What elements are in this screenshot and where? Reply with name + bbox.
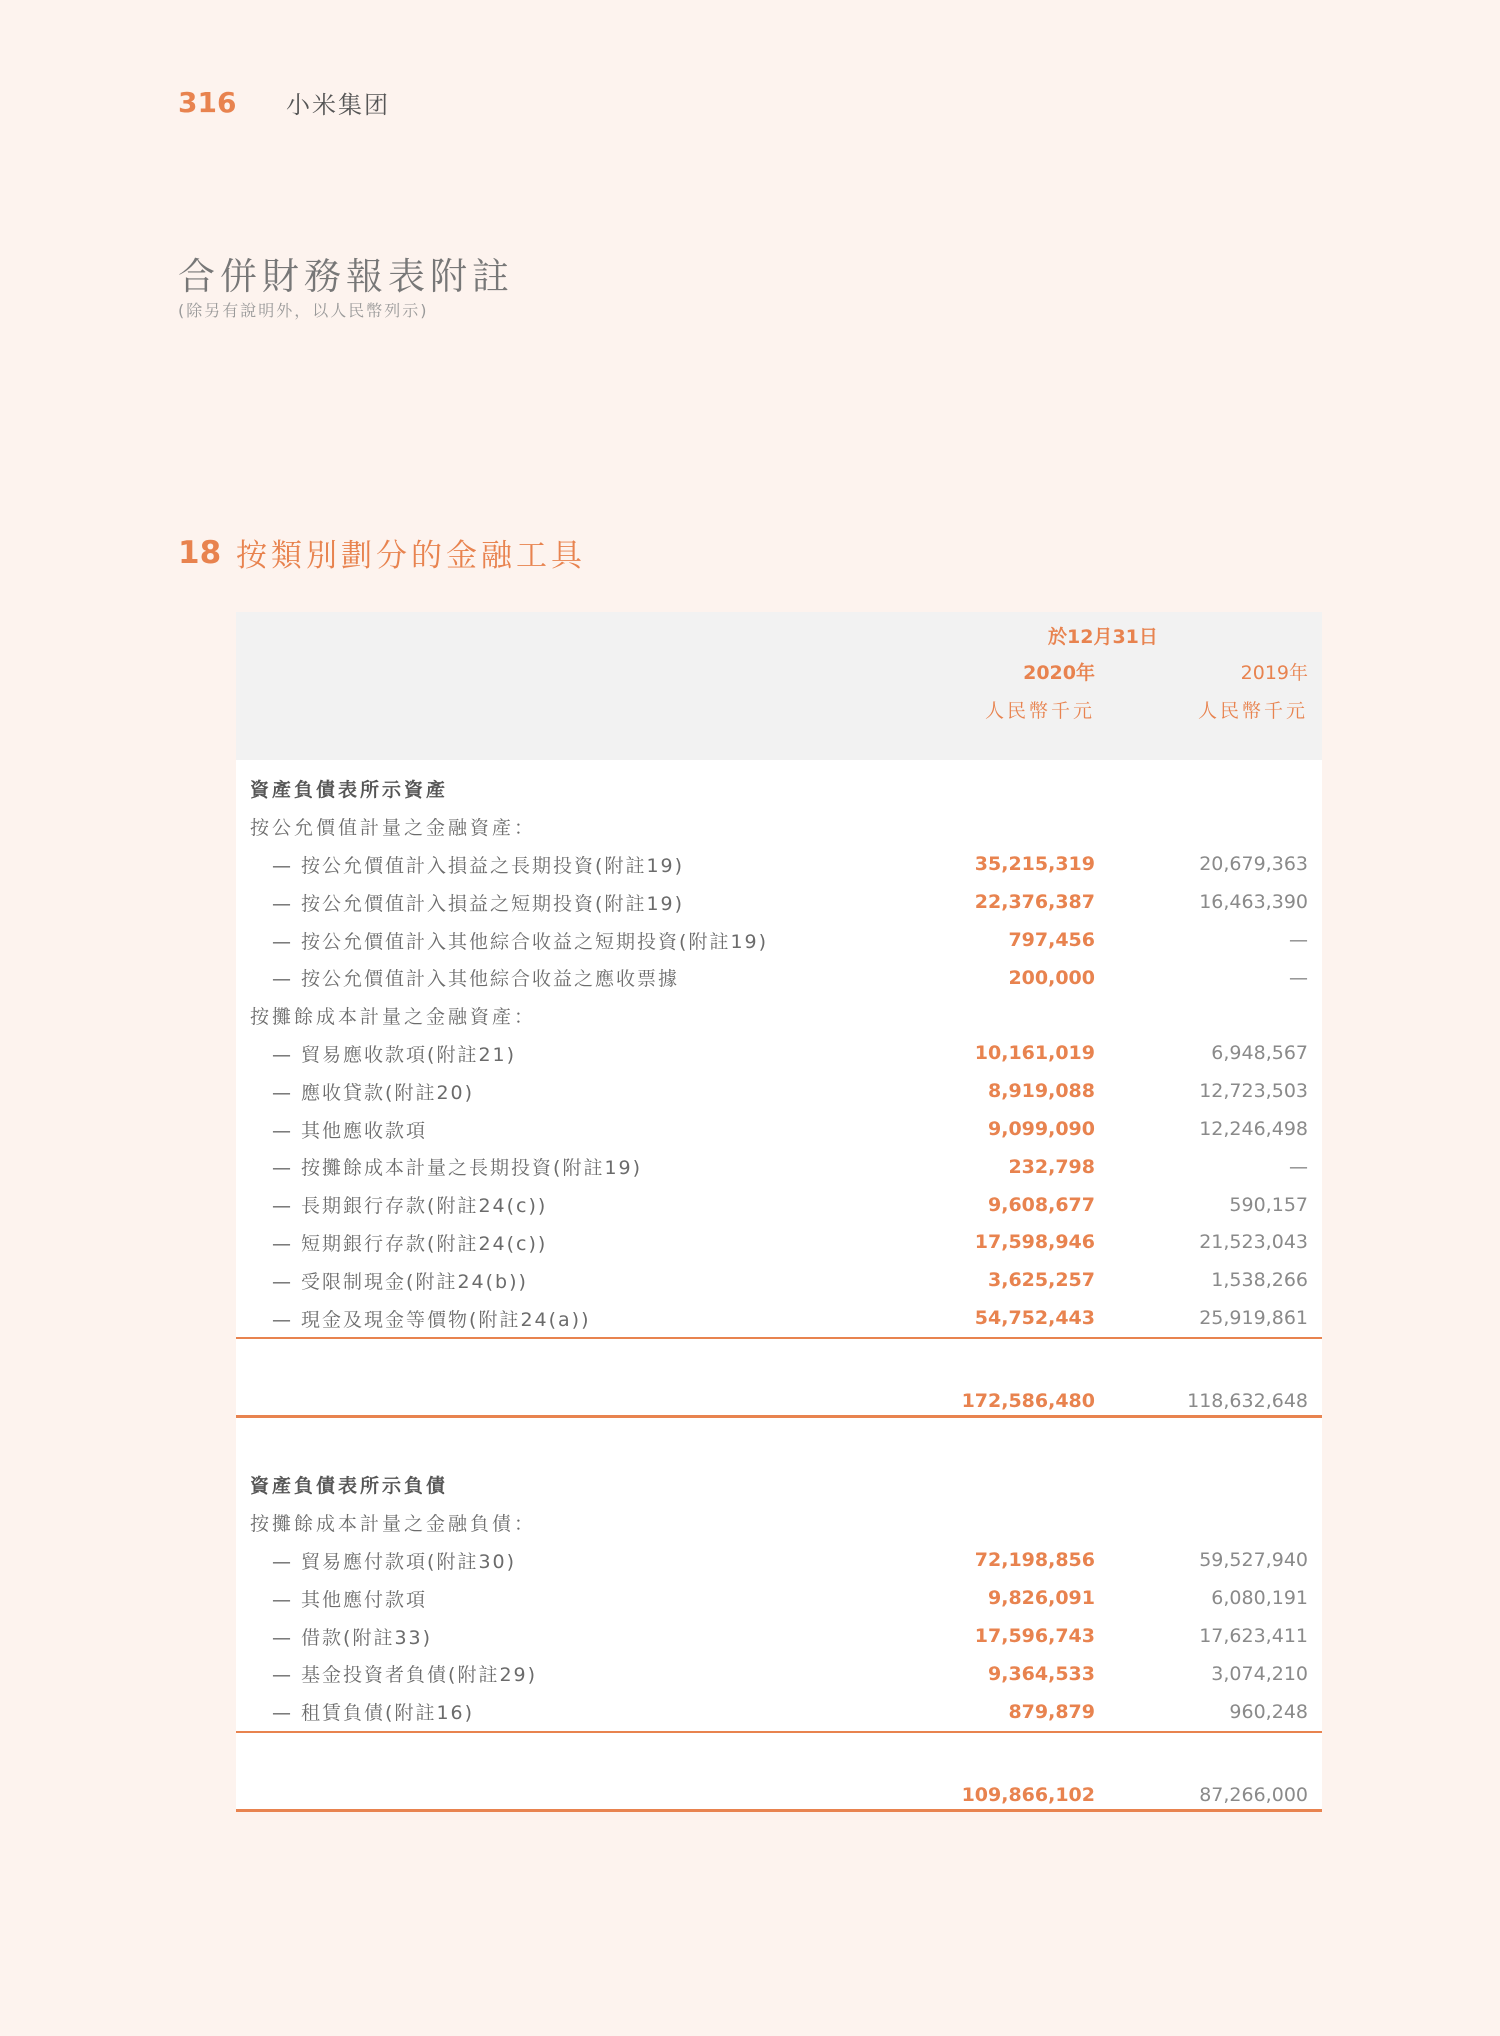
value-2019: 17,623,411 bbox=[1199, 1625, 1308, 1648]
row-label: — 長期銀行存款(附註24(c)) bbox=[272, 1195, 548, 1218]
row-label: — 其他應收款項 bbox=[272, 1119, 428, 1142]
row-label: — 貿易應收款項(附註21) bbox=[272, 1043, 517, 1066]
financial-instruments-table bbox=[236, 612, 1322, 1812]
header-unit-2019: 人民幣千元 bbox=[1197, 700, 1308, 722]
value-2020: 9,826,091 bbox=[988, 1587, 1095, 1610]
liabilities-total-2019: 87,266,000 bbox=[1199, 1783, 1308, 1806]
row-label: — 基金投資者負債(附註29) bbox=[272, 1664, 538, 1687]
assets-group2-label: 按攤餘成本計量之金融資產： bbox=[250, 1006, 537, 1029]
company-name: 小米集团 bbox=[286, 90, 390, 119]
row-label: — 按公允價值計入損益之長期投資(附註19) bbox=[272, 854, 685, 877]
liabilities-group1-row bbox=[236, 1504, 1322, 1542]
table-row bbox=[236, 883, 1322, 921]
value-2019: — bbox=[1289, 1155, 1308, 1178]
table-row bbox=[236, 1693, 1322, 1731]
row-label: — 借款(附註33) bbox=[272, 1626, 433, 1649]
assets-total-2020: 172,586,480 bbox=[961, 1389, 1095, 1412]
table-row bbox=[236, 1542, 1322, 1580]
document-title: 合併財務報表附註 bbox=[178, 255, 514, 298]
value-2020: 8,919,088 bbox=[988, 1080, 1095, 1103]
value-2019: — bbox=[1289, 929, 1308, 952]
header-unit-2020: 人民幣千元 bbox=[984, 700, 1095, 722]
row-label: — 現金及現金等價物(附註24(a)) bbox=[272, 1308, 591, 1331]
page-number: 316 bbox=[178, 85, 237, 119]
value-2020: 9,099,090 bbox=[988, 1118, 1095, 1141]
assets-heading-row bbox=[236, 770, 1322, 808]
row-label: — 按攤餘成本計量之長期投資(附註19) bbox=[272, 1157, 643, 1180]
table-row bbox=[236, 1299, 1322, 1337]
assets-group2-row bbox=[236, 997, 1322, 1035]
row-label: — 按公允價值計入其他綜合收益之短期投資(附註19) bbox=[272, 930, 769, 953]
assets-total-row bbox=[236, 1337, 1322, 1418]
table-row bbox=[236, 921, 1322, 959]
row-label: — 貿易應付款項(附註30) bbox=[272, 1550, 517, 1573]
table-row bbox=[236, 1110, 1322, 1148]
section-title: 按類別劃分的金融工具 bbox=[236, 538, 586, 574]
table-row bbox=[236, 1617, 1322, 1655]
assets-total-2019: 118,632,648 bbox=[1187, 1389, 1308, 1412]
value-2020: 54,752,443 bbox=[974, 1307, 1095, 1330]
row-label: — 短期銀行存款(附註24(c)) bbox=[272, 1232, 548, 1255]
value-2020: 9,364,533 bbox=[988, 1662, 1095, 1685]
value-2020: 232,798 bbox=[1008, 1155, 1095, 1178]
value-2019: 12,246,498 bbox=[1199, 1118, 1308, 1141]
value-2019: 3,074,210 bbox=[1211, 1662, 1308, 1685]
section-number: 18 bbox=[178, 534, 222, 571]
value-2019: 21,523,043 bbox=[1199, 1231, 1308, 1254]
liabilities-group1-label: 按攤餘成本計量之金融負債： bbox=[250, 1513, 537, 1536]
value-2020: 17,596,743 bbox=[974, 1625, 1095, 1648]
value-2019: 1,538,266 bbox=[1211, 1269, 1308, 1292]
table-row bbox=[236, 959, 1322, 997]
value-2019: 960,248 bbox=[1229, 1700, 1308, 1723]
table-header bbox=[236, 612, 1322, 760]
value-2020: 200,000 bbox=[1008, 966, 1095, 989]
header-year-2019: 2019年 bbox=[1240, 662, 1308, 684]
value-2020: 22,376,387 bbox=[974, 891, 1095, 914]
header-year-2020: 2020年 bbox=[1023, 662, 1095, 684]
page-header bbox=[178, 82, 390, 122]
row-label: — 應收貸款(附註20) bbox=[272, 1081, 475, 1104]
value-2019: 12,723,503 bbox=[1199, 1080, 1308, 1103]
assets-heading: 資產負債表所示資產 bbox=[250, 779, 449, 802]
assets-group1-row bbox=[236, 808, 1322, 846]
value-2020: 3,625,257 bbox=[988, 1269, 1095, 1292]
value-2019: — bbox=[1289, 966, 1308, 989]
value-2020: 10,161,019 bbox=[974, 1042, 1095, 1065]
table-row bbox=[236, 1072, 1322, 1110]
value-2019: 16,463,390 bbox=[1199, 891, 1308, 914]
table-row bbox=[236, 1579, 1322, 1617]
liabilities-heading: 資產負債表所示負債 bbox=[250, 1475, 449, 1498]
value-2019: 6,080,191 bbox=[1211, 1587, 1308, 1610]
row-label: — 受限制現金(附註24(b)) bbox=[272, 1270, 528, 1293]
liabilities-heading-row bbox=[236, 1466, 1322, 1504]
assets-group1-label: 按公允價值計量之金融資產： bbox=[250, 817, 537, 840]
row-label: — 按公允價值計入損益之短期投資(附註19) bbox=[272, 892, 685, 915]
liabilities-total-2020: 109,866,102 bbox=[961, 1783, 1095, 1806]
table-row bbox=[236, 1186, 1322, 1224]
row-label: — 按公允價值計入其他綜合收益之應收票據 bbox=[272, 968, 680, 991]
value-2020: 72,198,856 bbox=[974, 1549, 1095, 1572]
table-row bbox=[236, 1148, 1322, 1186]
value-2020: 797,456 bbox=[1008, 929, 1095, 952]
value-2020: 879,879 bbox=[1008, 1700, 1095, 1723]
row-label: — 租賃負債(附註16) bbox=[272, 1702, 475, 1725]
value-2020: 9,608,677 bbox=[988, 1193, 1095, 1216]
table-row bbox=[236, 1035, 1322, 1073]
document-subtitle: (除另有說明外，以人民幣列示) bbox=[178, 301, 429, 320]
row-label: — 其他應付款項 bbox=[272, 1588, 428, 1611]
liabilities-total-row bbox=[236, 1731, 1322, 1812]
header-date: 於12月31日 bbox=[1048, 626, 1158, 648]
table-row bbox=[236, 1655, 1322, 1693]
value-2020: 35,215,319 bbox=[974, 853, 1095, 876]
value-2020: 17,598,946 bbox=[974, 1231, 1095, 1254]
table-row bbox=[236, 846, 1322, 884]
value-2019: 25,919,861 bbox=[1199, 1307, 1308, 1330]
value-2019: 590,157 bbox=[1229, 1193, 1308, 1216]
section-heading bbox=[178, 530, 586, 575]
table-row bbox=[236, 1261, 1322, 1299]
value-2019: 59,527,940 bbox=[1199, 1549, 1308, 1572]
table-row bbox=[236, 1224, 1322, 1262]
value-2019: 20,679,363 bbox=[1199, 853, 1308, 876]
value-2019: 6,948,567 bbox=[1211, 1042, 1308, 1065]
